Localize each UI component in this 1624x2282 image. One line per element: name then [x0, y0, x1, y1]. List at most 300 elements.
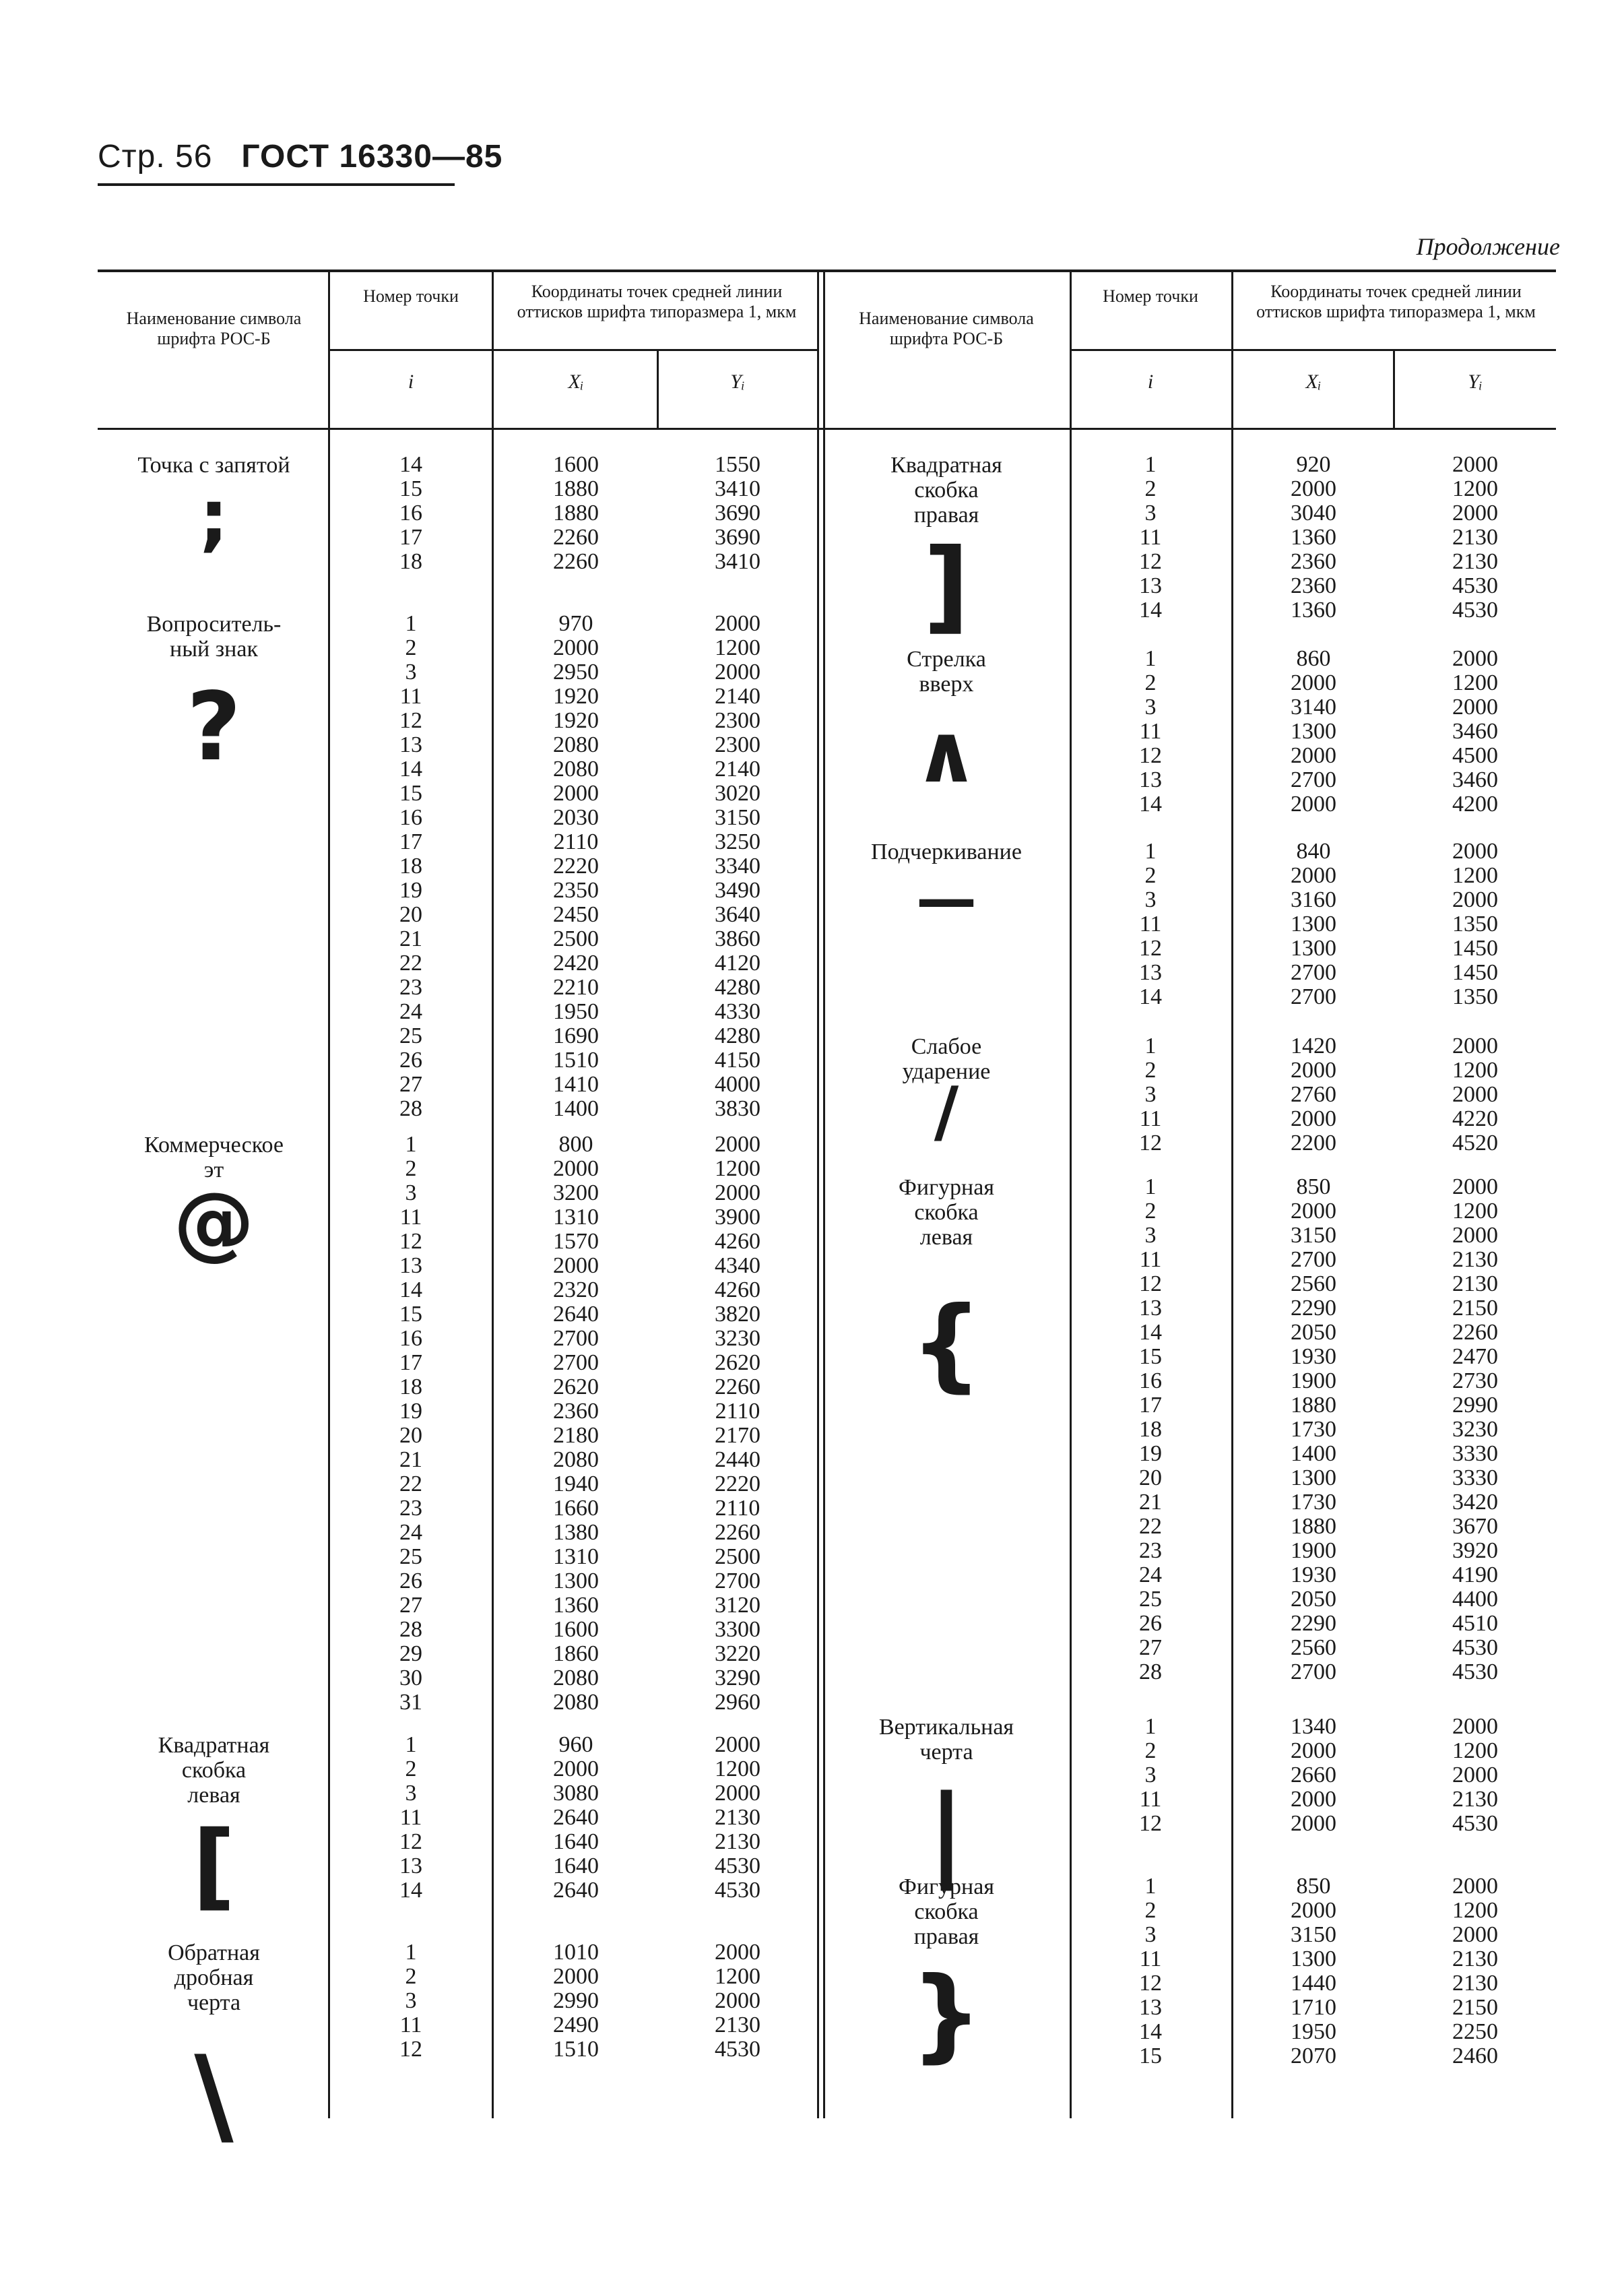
point-number: 14	[1139, 598, 1162, 623]
coord-x: 1880	[1291, 1514, 1336, 1539]
coord-x: 2560	[1291, 1635, 1336, 1660]
coord-x: 2000	[1291, 1898, 1336, 1923]
point-number: 23	[399, 1496, 422, 1521]
coord-y: 1450	[1452, 960, 1498, 985]
coord-x: 1880	[553, 476, 599, 501]
point-number: 12	[399, 2037, 422, 2062]
point-number: 3	[405, 1180, 417, 1205]
header-num-left: Номер точки	[363, 286, 459, 306]
point-number: 19	[399, 1399, 422, 1424]
coord-x: 1880	[1291, 1393, 1336, 1418]
coord-x: 2290	[1291, 1296, 1336, 1321]
point-number: 16	[1139, 1368, 1162, 1393]
coord-x: 1420	[1291, 1034, 1336, 1058]
col-rule	[1070, 272, 1072, 2118]
coord-y: 2300	[715, 732, 760, 757]
point-number: 15	[1139, 1344, 1162, 1369]
point-number: 14	[399, 1277, 422, 1302]
coord-x: 2320	[553, 1277, 599, 1302]
coord-x: 2700	[1291, 984, 1336, 1009]
coord-x: 1510	[553, 2037, 599, 2062]
point-number: 2	[1144, 1738, 1157, 1763]
coord-y: 2000	[715, 1180, 760, 1205]
point-number: 22	[399, 951, 422, 976]
coord-y: 2000	[715, 1781, 760, 1806]
coord-y: 3020	[715, 781, 760, 806]
coord-x: 1400	[553, 1096, 599, 1121]
point-number: 28	[399, 1096, 422, 1121]
point-number: 12	[1139, 743, 1162, 768]
coord-y: 4190	[1452, 1562, 1498, 1587]
point-number: 3	[1144, 1223, 1157, 1248]
point-number: 14	[1139, 2019, 1162, 2044]
coord-y: 4150	[715, 1048, 760, 1073]
symbol-name: Стрелка вверх	[907, 647, 986, 697]
coord-x: 2700	[553, 1350, 599, 1375]
symbol-glyph: ∧	[913, 707, 979, 801]
point-number: 11	[399, 684, 422, 709]
coord-x: 2000	[1291, 863, 1336, 888]
point-number: 28	[399, 1617, 422, 1642]
coord-x: 1400	[1291, 1441, 1336, 1466]
coord-y: 2000	[1452, 695, 1498, 720]
coord-y: 2110	[715, 1399, 760, 1424]
coord-x: 1310	[553, 1205, 599, 1230]
coord-y: 1200	[1452, 1738, 1498, 1763]
point-number: 17	[399, 829, 422, 854]
point-number: 14	[1139, 984, 1162, 1009]
coord-y: 2130	[715, 1829, 760, 1854]
point-number: 2	[1144, 476, 1157, 501]
coord-x: 1300	[1291, 1946, 1336, 1971]
coord-y: 4000	[715, 1072, 760, 1097]
coord-x: 800	[558, 1132, 593, 1157]
coord-x: 2360	[1291, 573, 1336, 598]
point-number: 16	[399, 805, 422, 830]
point-number: 2	[405, 1156, 417, 1181]
coord-x: 1300	[553, 1568, 599, 1593]
coord-y: 2000	[715, 1988, 760, 2013]
coord-y: 3690	[715, 525, 760, 550]
coord-y: 1200	[1452, 1199, 1498, 1224]
coord-y: 2000	[715, 660, 760, 685]
coord-y: 4530	[1452, 573, 1498, 598]
coord-y: 4530	[1452, 1659, 1498, 1684]
coord-x: 1600	[553, 1617, 599, 1642]
coord-y: 3690	[715, 501, 760, 526]
coord-x: 2000	[1291, 1199, 1336, 1224]
middle-double-rule	[823, 272, 825, 2118]
coord-y: 3860	[715, 926, 760, 951]
symbol-name: Слабое ударение	[902, 1034, 991, 1084]
coord-x: 1360	[553, 1593, 599, 1618]
coord-x: 920	[1296, 452, 1331, 477]
point-number: 27	[399, 1072, 422, 1097]
coord-y: 2730	[1452, 1368, 1498, 1393]
point-number: 17	[399, 525, 422, 550]
coord-x: 960	[558, 1732, 593, 1757]
point-number: 13	[1139, 1296, 1162, 1321]
coord-x: 1930	[1291, 1562, 1336, 1587]
point-number: 15	[1139, 2043, 1162, 2068]
coord-y: 4340	[715, 1253, 760, 1278]
coord-y: 4260	[715, 1277, 760, 1302]
coord-x: 3150	[1291, 1223, 1336, 1248]
coord-y: 4330	[715, 999, 760, 1024]
point-number: 12	[1139, 1811, 1162, 1836]
point-number: 12	[399, 1829, 422, 1854]
coord-x: 1360	[1291, 598, 1336, 623]
point-number: 14	[399, 452, 422, 477]
coord-y: 4280	[715, 975, 760, 1000]
coord-x: 2260	[553, 549, 599, 574]
coord-x: 2000	[553, 1253, 599, 1278]
coord-x: 1380	[553, 1520, 599, 1545]
coord-x: 1900	[1291, 1368, 1336, 1393]
point-number: 11	[1139, 1787, 1162, 1812]
coord-x: 2000	[1291, 476, 1336, 501]
coord-x: 1570	[553, 1229, 599, 1254]
coord-x: 2080	[553, 1447, 599, 1472]
point-number: 1	[405, 1940, 417, 1965]
point-number: 20	[1139, 1465, 1162, 1490]
coord-x: 1510	[553, 1048, 599, 1073]
point-number: 11	[1139, 1106, 1162, 1131]
coord-x: 840	[1296, 839, 1331, 864]
header-name-right: Наименование символа шрифта РОС-Б	[859, 309, 1034, 348]
coord-x: 3140	[1291, 695, 1336, 720]
coord-x: 1920	[553, 684, 599, 709]
header-y-left: Yᵢ	[730, 371, 745, 393]
coord-y: 1200	[715, 1156, 760, 1181]
coord-y: 2140	[715, 757, 760, 782]
coord-x: 1660	[553, 1496, 599, 1521]
point-number: 17	[1139, 1393, 1162, 1418]
symbol-glyph: ?	[186, 672, 242, 782]
table-top-rule	[98, 270, 1556, 272]
coord-x: 2080	[553, 1690, 599, 1715]
coord-x: 1440	[1291, 1971, 1336, 1996]
coord-x: 2000	[1291, 670, 1336, 695]
coord-y: 2110	[715, 1496, 760, 1521]
coord-x: 2640	[553, 1878, 599, 1903]
symbol-name: Фигурная скобка левая	[899, 1175, 994, 1250]
col-rule	[1393, 350, 1395, 428]
coord-y: 3420	[1452, 1490, 1498, 1515]
point-number: 24	[399, 1520, 422, 1545]
coord-y: 2150	[1452, 1995, 1498, 2020]
coord-y: 2470	[1452, 1344, 1498, 1369]
point-number: 27	[399, 1593, 422, 1618]
point-number: 16	[399, 501, 422, 526]
coord-x: 2450	[553, 902, 599, 927]
point-number: 3	[1144, 1082, 1157, 1107]
coord-y: 2300	[715, 708, 760, 733]
point-number: 2	[405, 1964, 417, 1989]
point-number: 1	[1144, 1714, 1157, 1739]
coord-x: 3150	[1291, 1922, 1336, 1947]
symbol-glyph: ;	[199, 474, 229, 560]
coord-x: 1950	[1291, 2019, 1336, 2044]
coord-y: 2130	[1452, 1971, 1498, 1996]
coord-y: 3330	[1452, 1465, 1498, 1490]
coord-x: 1360	[1291, 525, 1336, 550]
coord-x: 2050	[1291, 1320, 1336, 1345]
point-number: 3	[1144, 695, 1157, 720]
point-number: 21	[399, 1447, 422, 1472]
point-number: 15	[399, 781, 422, 806]
coord-y: 3410	[715, 476, 760, 501]
symbol-name: Фигурная скобка правая	[899, 1874, 994, 1949]
point-number: 26	[399, 1048, 422, 1073]
symbol-glyph: |	[928, 1774, 965, 1891]
coord-y: 4260	[715, 1229, 760, 1254]
coord-y: 2000	[1452, 646, 1498, 671]
coord-x: 2350	[553, 878, 599, 903]
coord-y: 3150	[715, 805, 760, 830]
point-number: 1	[405, 611, 417, 636]
point-number: 31	[399, 1690, 422, 1715]
point-number: 11	[1139, 719, 1162, 744]
coord-y: 4530	[715, 1853, 760, 1878]
header-name-left: Наименование символа шрифта РОС-Б	[126, 309, 302, 348]
coord-y: 3230	[715, 1326, 760, 1351]
coord-y: 3460	[1452, 719, 1498, 744]
symbol-name: Обратная дробная черта	[168, 1940, 260, 2015]
symbol-glyph: @	[173, 1176, 255, 1269]
symbol-glyph: [	[192, 1811, 236, 1921]
coord-y: 4400	[1452, 1587, 1498, 1612]
coord-x: 2360	[1291, 549, 1336, 574]
symbol-name: Вопроситель- ный знак	[146, 612, 282, 662]
coord-y: 2250	[1452, 2019, 1498, 2044]
point-number: 1	[1144, 452, 1157, 477]
coord-y: 3900	[715, 1205, 760, 1230]
coord-x: 2000	[553, 1756, 599, 1781]
point-number: 21	[1139, 1490, 1162, 1515]
coord-x: 2420	[553, 951, 599, 976]
coord-x: 1300	[1291, 719, 1336, 744]
header-x-left: Xᵢ	[568, 371, 584, 393]
coord-x: 1300	[1291, 912, 1336, 937]
coord-y: 2000	[1452, 1763, 1498, 1787]
header-coords-right: Координаты точек средней линии оттисков шрифта типоразмера 1, мкм	[1256, 282, 1536, 321]
coord-x: 1930	[1291, 1344, 1336, 1369]
coord-x: 2070	[1291, 2043, 1336, 2068]
col-rule	[492, 272, 494, 2118]
coord-y: 1200	[1452, 1898, 1498, 1923]
coord-y: 4200	[1452, 792, 1498, 817]
point-number: 28	[1139, 1659, 1162, 1684]
coord-x: 2660	[1291, 1763, 1336, 1787]
coord-x: 1310	[553, 1544, 599, 1569]
coord-x: 860	[1296, 646, 1331, 671]
coord-y: 2000	[1452, 1082, 1498, 1107]
point-number: 15	[399, 476, 422, 501]
coord-y: 2000	[1452, 1223, 1498, 1248]
header-x-right: Xᵢ	[1305, 371, 1322, 393]
standard-number: ГОСТ 16330—85	[241, 139, 503, 175]
point-number: 19	[1139, 1441, 1162, 1466]
coord-x: 2110	[553, 829, 599, 854]
coord-y: 3640	[715, 902, 760, 927]
point-number: 14	[1139, 792, 1162, 817]
coord-y: 1200	[1452, 863, 1498, 888]
coord-x: 850	[1296, 1174, 1331, 1199]
point-number: 3	[1144, 501, 1157, 526]
point-number: 2	[1144, 1199, 1157, 1224]
coord-y: 2000	[1452, 1714, 1498, 1739]
header-rule	[98, 183, 455, 186]
point-number: 12	[399, 1229, 422, 1254]
coord-y: 2000	[1452, 839, 1498, 864]
coord-x: 2360	[553, 1399, 599, 1424]
point-number: 2	[1144, 1058, 1157, 1083]
coord-y: 2000	[715, 1732, 760, 1757]
coord-x: 2000	[553, 1156, 599, 1181]
symbol-glyph: /	[934, 1072, 959, 1151]
point-number: 18	[1139, 1417, 1162, 1442]
coord-y: 2260	[715, 1520, 760, 1545]
point-number: 3	[405, 660, 417, 685]
coord-y: 4520	[1452, 1131, 1498, 1155]
coord-x: 2000	[1291, 1811, 1336, 1836]
coord-x: 1340	[1291, 1714, 1336, 1739]
point-number: 12	[1139, 1971, 1162, 1996]
coord-y: 2000	[1452, 1174, 1498, 1199]
header-y-right: Yᵢ	[1468, 371, 1483, 393]
point-number: 18	[399, 549, 422, 574]
coord-y: 2130	[715, 1805, 760, 1830]
coord-x: 1300	[1291, 1465, 1336, 1490]
point-number: 14	[399, 1878, 422, 1903]
point-number: 19	[399, 878, 422, 903]
point-number: 2	[1144, 863, 1157, 888]
point-number: 12	[399, 708, 422, 733]
symbol-glyph: \	[194, 2032, 234, 2158]
coord-x: 2290	[1291, 1611, 1336, 1636]
coord-x: 1300	[1291, 936, 1336, 961]
coord-y: 4530	[1452, 598, 1498, 623]
point-number: 18	[399, 1374, 422, 1399]
coord-y: 1350	[1452, 912, 1498, 937]
point-number: 24	[1139, 1562, 1162, 1587]
coord-x: 2080	[553, 732, 599, 757]
symbol-name: Квадратная скобка правая	[890, 453, 1002, 528]
coord-x: 2050	[1291, 1587, 1336, 1612]
coord-y: 2500	[715, 1544, 760, 1569]
coord-x: 3200	[553, 1180, 599, 1205]
symbol-name: Коммерческое эт	[143, 1133, 284, 1182]
coord-y: 3830	[715, 1096, 760, 1121]
point-number: 1	[405, 1732, 417, 1757]
point-number: 22	[399, 1471, 422, 1496]
symbol-name: Подчеркивание	[871, 839, 1022, 864]
coord-y: 4530	[715, 2037, 760, 2062]
subheader-rule-left	[330, 349, 818, 351]
coord-x: 2990	[553, 1988, 599, 2013]
point-number: 13	[1139, 767, 1162, 792]
point-number: 13	[1139, 960, 1162, 985]
point-number: 27	[1139, 1635, 1162, 1660]
coord-x: 1880	[553, 501, 599, 526]
point-number: 3	[405, 1781, 417, 1806]
point-number: 30	[399, 1666, 422, 1690]
point-number: 3	[1144, 1763, 1157, 1787]
coord-x: 2000	[1291, 743, 1336, 768]
coord-y: 2440	[715, 1447, 760, 1472]
coord-y: 2000	[715, 1940, 760, 1965]
point-number: 25	[399, 1544, 422, 1569]
point-number: 3	[1144, 1922, 1157, 1947]
coord-y: 1550	[715, 452, 760, 477]
coord-y: 3220	[715, 1641, 760, 1666]
coord-x: 1730	[1291, 1490, 1336, 1515]
header-i-left: i	[408, 371, 414, 393]
point-number: 18	[399, 854, 422, 879]
coord-y: 4530	[1452, 1811, 1498, 1836]
coord-y: 2990	[1452, 1393, 1498, 1418]
coord-y: 2130	[1452, 549, 1498, 574]
coord-y: 1200	[715, 1964, 760, 1989]
point-number: 11	[1139, 1247, 1162, 1272]
coord-x: 1900	[1291, 1538, 1336, 1563]
coord-x: 2640	[553, 1805, 599, 1830]
point-number: 2	[1144, 670, 1157, 695]
point-number: 2	[1144, 1898, 1157, 1923]
coord-x: 2210	[553, 975, 599, 1000]
coord-y: 3120	[715, 1593, 760, 1618]
point-number: 29	[399, 1641, 422, 1666]
coord-x: 3040	[1291, 501, 1336, 526]
coord-x: 2700	[1291, 1247, 1336, 1272]
coord-y: 2000	[1452, 501, 1498, 526]
point-number: 2	[405, 635, 417, 660]
coord-x: 1410	[553, 1072, 599, 1097]
coord-y: 4530	[1452, 1635, 1498, 1660]
point-number: 1	[1144, 646, 1157, 671]
coord-y: 3820	[715, 1302, 760, 1327]
point-number: 11	[1139, 525, 1162, 550]
coord-y: 2000	[1452, 452, 1498, 477]
coord-x: 2500	[553, 926, 599, 951]
point-number: 21	[399, 926, 422, 951]
coord-y: 4120	[715, 951, 760, 976]
point-number: 1	[1144, 839, 1157, 864]
coord-x: 1690	[553, 1023, 599, 1048]
symbol-glyph: {	[910, 1286, 983, 1403]
header-i-right: i	[1147, 371, 1154, 393]
coord-x: 2700	[1291, 767, 1336, 792]
point-number: 13	[399, 1853, 422, 1878]
point-number: 14	[1139, 1320, 1162, 1345]
point-number: 3	[405, 1988, 417, 2013]
coord-x: 2620	[553, 1374, 599, 1399]
coord-y: 3490	[715, 878, 760, 903]
coord-y: 1200	[715, 1756, 760, 1781]
coord-x: 2080	[553, 757, 599, 782]
point-number: 24	[399, 999, 422, 1024]
coord-y: 2170	[715, 1423, 760, 1448]
middle-double-rule	[817, 272, 819, 2118]
coord-y: 2150	[1452, 1296, 1498, 1321]
point-number: 26	[399, 1568, 422, 1593]
point-number: 11	[399, 1805, 422, 1830]
coord-x: 1940	[553, 1471, 599, 1496]
point-number: 2	[405, 1756, 417, 1781]
coord-y: 2700	[715, 1568, 760, 1593]
coord-y: 1200	[1452, 476, 1498, 501]
